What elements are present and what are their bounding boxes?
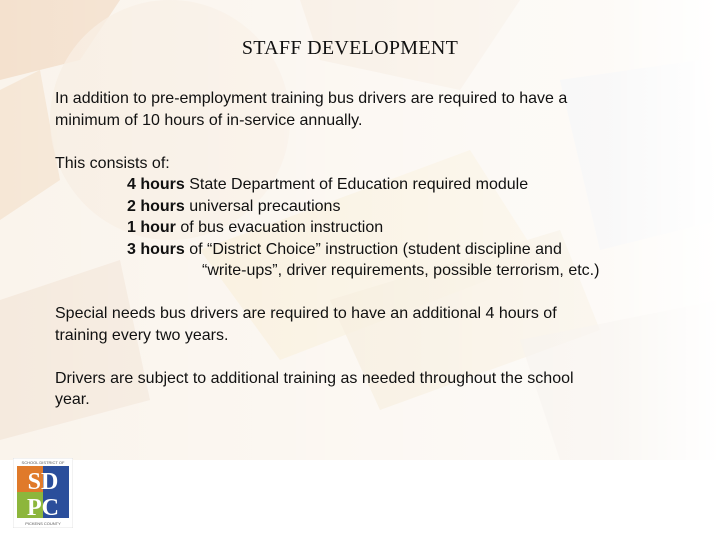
list-item-continuation: “write-ups”, driver requirements, possible terrorism, etc.) [202, 262, 600, 279]
logo-letters-bottom: PC [27, 495, 59, 521]
item-text: universal precautions [184, 197, 341, 215]
additional-line-2: year. [55, 391, 90, 408]
list-item [55, 174, 675, 196]
intro-line-2: minimum of 10 hours of in-service annually. [55, 111, 363, 129]
item-text: of “District Choice” instruction (student discipline and [184, 240, 562, 258]
hours-label: 4 hours [127, 176, 185, 193]
consists-heading: This consists of: [55, 154, 170, 172]
body-text [55, 88, 675, 411]
logo-bottom-text: PICKENS COUNTY [25, 521, 61, 526]
additional-line-1: Drivers are subject to additional training as needed throughout the school [55, 369, 574, 387]
hours-label: 3 hours [127, 240, 185, 258]
list-item [55, 217, 675, 239]
district-logo [13, 458, 73, 528]
hours-label: 1 hour [127, 219, 176, 236]
logo-top-text: SCHOOL DISTRICT OF [21, 460, 65, 465]
list-item [55, 196, 675, 218]
special-needs-line-2: training every two years. [55, 326, 229, 344]
logo-letters-top: SD [27, 469, 59, 495]
item-text: State Department of Education required module [184, 176, 529, 193]
item-text: of bus evacuation instruction [175, 219, 384, 236]
list-item [55, 239, 675, 261]
special-needs-line-1: Special needs bus drivers are required to have an additional 4 hours of [55, 305, 557, 322]
hours-label: 2 hours [127, 197, 185, 215]
intro-line-1: In addition to pre-employment training bus drivers are required to have a [55, 90, 568, 107]
page-title: STAFF DEVELOPMENT [241, 37, 459, 59]
